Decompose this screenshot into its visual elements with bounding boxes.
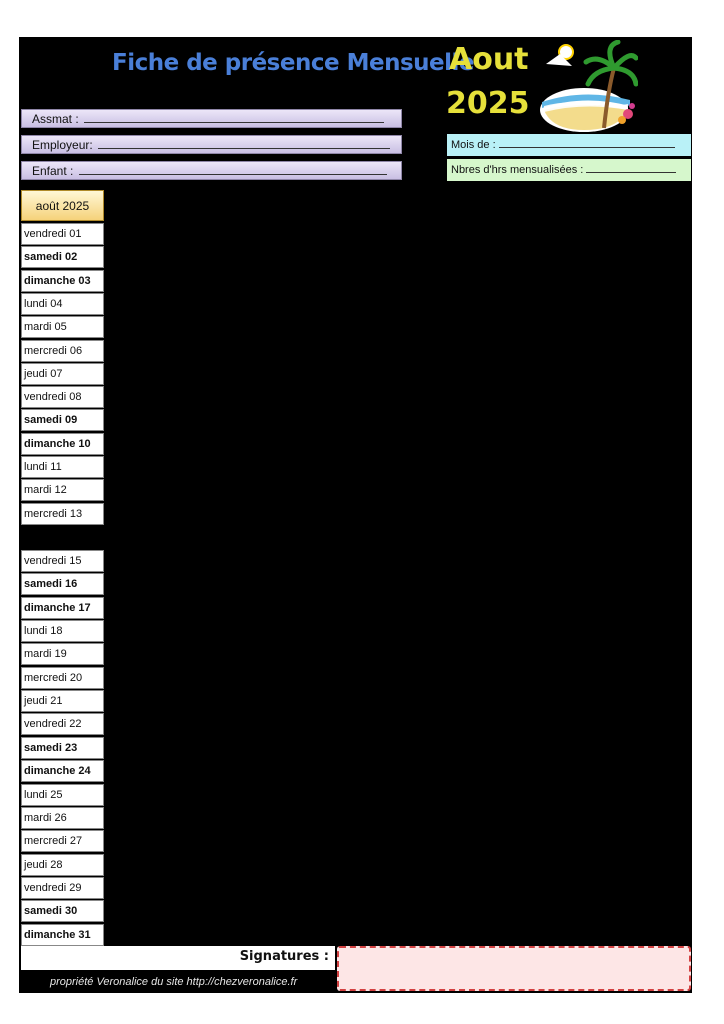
mois-field[interactable] bbox=[447, 134, 691, 156]
heures-label: Nbres d'hrs mensualisées : bbox=[451, 164, 584, 176]
day-row: samedi 30 bbox=[21, 900, 104, 922]
day-row: jeudi 28 bbox=[21, 854, 104, 876]
assmat-field[interactable] bbox=[21, 109, 402, 128]
day-row: jeudi 07 bbox=[21, 363, 104, 385]
month-word: Aout bbox=[449, 42, 529, 77]
day-row: mardi 26 bbox=[21, 807, 104, 829]
day-row: dimanche 10 bbox=[21, 433, 104, 455]
day-row: samedi 09 bbox=[21, 409, 104, 431]
day-row: dimanche 24 bbox=[21, 760, 104, 782]
day-row: samedi 23 bbox=[21, 737, 104, 759]
enfant-field[interactable] bbox=[21, 161, 402, 180]
day-row: mercredi 13 bbox=[21, 503, 104, 525]
beach-palm-illustration bbox=[538, 40, 638, 132]
signature-box[interactable] bbox=[337, 946, 691, 991]
assmat-line bbox=[84, 110, 384, 123]
day-row: mardi 19 bbox=[21, 643, 104, 665]
day-row: vendredi 22 bbox=[21, 713, 104, 735]
enfant-line bbox=[79, 162, 387, 175]
day-row: mercredi 27 bbox=[21, 830, 104, 852]
employeur-line bbox=[98, 136, 390, 149]
year-word: 2025 bbox=[446, 86, 530, 121]
day-row: mardi 05 bbox=[21, 316, 104, 338]
heures-field[interactable] bbox=[447, 159, 691, 181]
day-row: lundi 04 bbox=[21, 293, 104, 315]
day-row: mardi 12 bbox=[21, 479, 104, 501]
day-row: vendredi 15 bbox=[21, 550, 104, 572]
day-row: vendredi 29 bbox=[21, 877, 104, 899]
heures-line bbox=[586, 161, 676, 173]
signatures-strip bbox=[21, 946, 335, 970]
employeur-field[interactable] bbox=[21, 135, 402, 154]
day-row: vendredi 01 bbox=[21, 223, 104, 245]
day-row: lundi 18 bbox=[21, 620, 104, 642]
day-row: dimanche 17 bbox=[21, 597, 104, 619]
signatures-label: Signatures : bbox=[239, 949, 329, 964]
assmat-label: Assmat : bbox=[32, 112, 79, 126]
day-row: jeudi 21 bbox=[21, 690, 104, 712]
page-title: Fiche de présence Mensuelle bbox=[112, 50, 474, 76]
day-row: samedi 16 bbox=[21, 573, 104, 595]
footer-credit: propriété Veronalice du site http://chezveronalice.fr bbox=[50, 976, 298, 988]
day-row: vendredi 08 bbox=[21, 386, 104, 408]
day-row: dimanche 03 bbox=[21, 270, 104, 292]
mois-label: Mois de : bbox=[451, 139, 496, 151]
mois-line bbox=[499, 136, 675, 148]
month-header: août 2025 bbox=[21, 190, 104, 221]
enfant-label: Enfant : bbox=[32, 164, 74, 178]
day-row: samedi 02 bbox=[21, 246, 104, 268]
employeur-label: Employeur: bbox=[32, 138, 93, 152]
day-row: dimanche 31 bbox=[21, 924, 104, 946]
day-row: lundi 25 bbox=[21, 784, 104, 806]
day-row: mercredi 06 bbox=[21, 340, 104, 362]
day-row: lundi 11 bbox=[21, 456, 104, 478]
day-row: mercredi 20 bbox=[21, 667, 104, 689]
